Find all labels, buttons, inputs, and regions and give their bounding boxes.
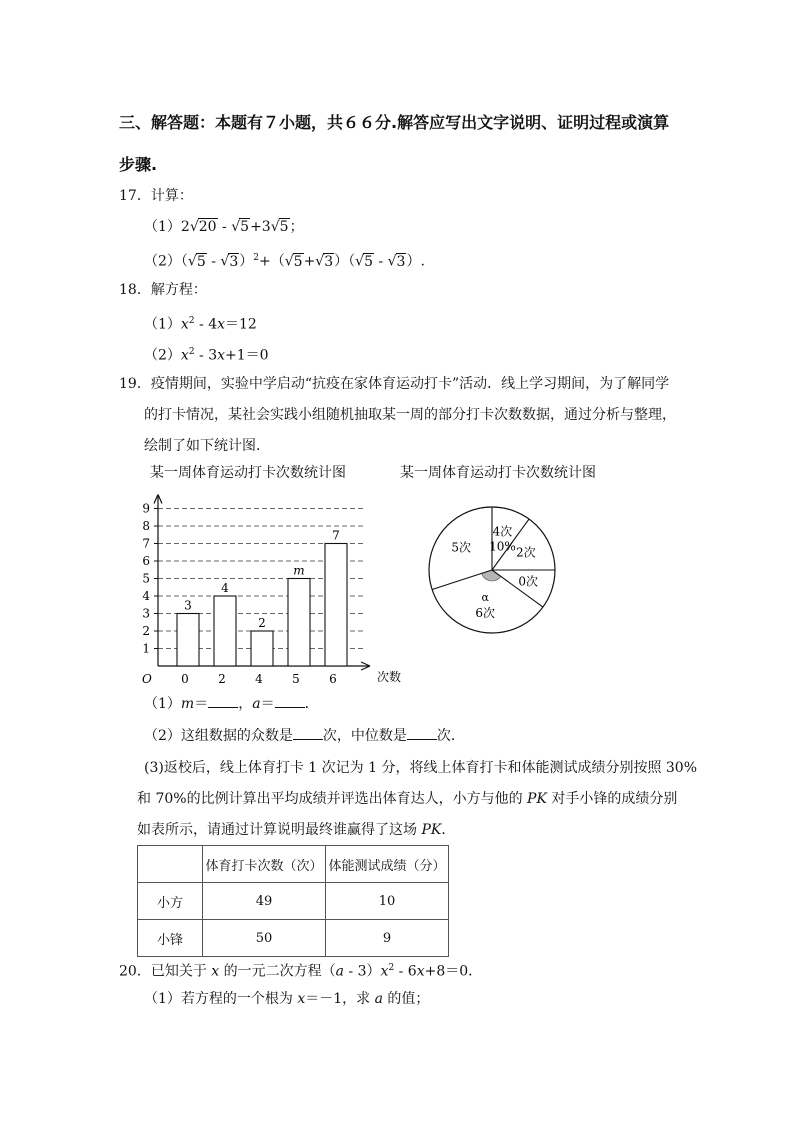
bar	[177, 614, 199, 667]
pie-slice-label: 4次	[492, 524, 513, 539]
table-cell: 小锋	[138, 920, 203, 957]
q19-part3-line3: 如表所示，请通过计算说明最终谁赢得了这场 PK．	[137, 822, 456, 838]
y-tick-label: 8	[142, 519, 150, 533]
x-tick-label: 4	[255, 672, 263, 686]
y-tick-label: 9	[142, 501, 150, 516]
q20-part1: （1）若方程的一个根为 x＝－1，求 a 的值；	[144, 991, 430, 1007]
bar	[214, 596, 236, 666]
bar-chart	[130, 488, 410, 690]
pie-slice-label: 5次	[451, 540, 472, 555]
y-tick-label: 3	[142, 606, 150, 621]
table-cell: 49	[203, 883, 326, 920]
table-row	[138, 920, 449, 957]
table-header-cell: 体能测试成绩（分）	[326, 846, 449, 883]
x-tick-label: 6	[329, 672, 337, 686]
y-tick-label: 5	[142, 571, 150, 586]
x-axis-label: 次数	[377, 670, 402, 684]
q19-line2: 的打卡情况，某社会实践小组随机抽取某一周的部分打卡次数数据，通过分析与整理，	[144, 407, 676, 423]
pie-alpha-label: α	[481, 591, 489, 605]
q20-line1: 20．已知关于 x 的一元二次方程$(a - 3)x^2 - 6x+8=0$．	[119, 963, 483, 980]
bar-value-label: 7	[332, 528, 340, 543]
q19-part3-line2: 和 70%的比例计算出平均成绩并评选出体育达人，小方与他的 PK 对手小锋的成绩分别	[137, 791, 678, 807]
y-tick-label: 7	[142, 536, 150, 551]
q18-part2: $(2)x^2 - 3x+1=0$	[144, 347, 269, 364]
x-tick-label: 5	[292, 672, 300, 686]
q19-part2: （2）这组数据的众数是 次，中位数是 次．	[144, 728, 465, 744]
table-row	[138, 883, 449, 920]
q19-line3: 绘制了如下统计图．	[144, 438, 270, 454]
table-header-row	[138, 846, 449, 883]
pie-slice-label: 6次	[475, 606, 496, 621]
bar-value-label: 3	[184, 598, 192, 613]
q19-part3-line1: (3)返校后，线上体育打卡 1 次记为 1 分，将线上体育打卡和体能测试成绩分别按照 30%	[144, 760, 698, 776]
q17-title: 17．计算：	[119, 188, 193, 204]
answer-blank-median[interactable]	[407, 727, 437, 740]
bar-value-label: 4	[221, 581, 229, 595]
x-tick-label: 0	[181, 672, 189, 686]
y-tick-label: 6	[142, 554, 150, 568]
pie-percent-label: 10%	[489, 539, 516, 554]
x-tick-label: 2	[218, 672, 226, 686]
bar	[325, 544, 347, 667]
table-header-cell: 体育打卡次数（次）	[203, 846, 326, 883]
pie-slice-label: 2次	[516, 545, 536, 560]
section-heading: 三、解答题：本题有７小题，共６６分.解答应写出文字说明、证明过程或演算	[119, 113, 670, 132]
table-cell: 50	[203, 920, 326, 957]
pie-chart	[420, 498, 570, 648]
q18-part1: $(1)x^2 - 4x=12$	[144, 316, 257, 333]
bar-chart-title: 某一周体育运动打卡次数统计图	[150, 465, 346, 481]
pie-slice-label: 0次	[518, 574, 538, 589]
q17-part2: （2）（√5 - √3）$^2$+（√5+√3）（√5 - √3）.	[144, 253, 425, 270]
q18-title: 18．解方程：	[119, 282, 207, 298]
section-heading-cont: 步骤.	[119, 155, 158, 174]
answer-blank-m[interactable]	[208, 695, 238, 708]
bar-value-label: 2	[258, 616, 266, 630]
bar	[288, 579, 310, 667]
y-tick-label: 1	[142, 641, 150, 656]
y-tick-label: 4	[142, 589, 150, 603]
bar-value-label: m	[293, 563, 305, 578]
table-cell: 小方	[138, 883, 203, 920]
table-cell: 9	[326, 920, 449, 957]
q19-line1: 19．疫情期间，实验中学启动“抗疫在家体育运动打卡”活动．线上学习期间，为了解同学	[119, 376, 670, 392]
q17-part1: （1）2√20 - √5+3√5；	[144, 219, 304, 235]
pk-score-table	[137, 845, 449, 957]
bar	[251, 631, 273, 666]
answer-blank-a[interactable]	[275, 695, 305, 708]
table-cell: 10	[326, 883, 449, 920]
table-header-cell	[138, 846, 203, 883]
pie-chart-title: 某一周体育运动打卡次数统计图	[400, 465, 596, 481]
y-tick-label: 2	[142, 624, 150, 638]
answer-blank-mode[interactable]	[293, 727, 323, 740]
q19-part1: （1）m＝ ，a＝ ．	[144, 696, 319, 712]
origin-label: O	[142, 672, 152, 686]
